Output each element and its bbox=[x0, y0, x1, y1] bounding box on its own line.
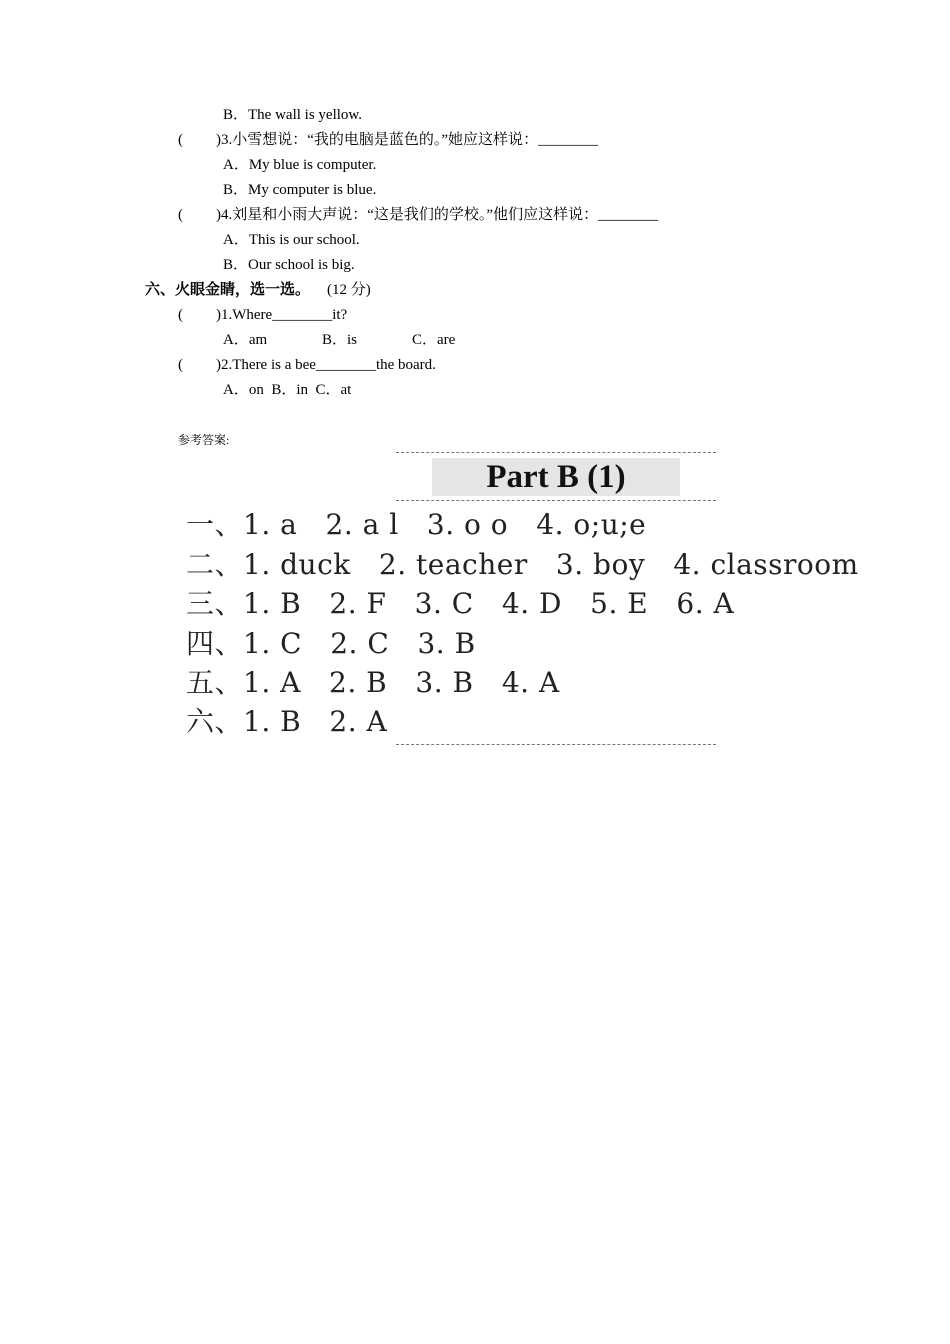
answer-key-image bbox=[182, 448, 859, 748]
answer-line-5: 五、1. A 2. B 3. B 4. A bbox=[186, 666, 560, 699]
bottom-divider bbox=[396, 744, 716, 745]
q4-option-b: B．Our school is big. bbox=[223, 257, 355, 273]
part-title: Part B (1) bbox=[432, 458, 680, 496]
q3-option-b: B．My computer is blue. bbox=[223, 182, 377, 198]
s6-q2-paren: ( bbox=[178, 357, 183, 373]
answer-line-6: 六、1. B 2. A bbox=[186, 705, 388, 738]
q4-text: )4.刘星和小雨大声说：“这是我们的学校。”他们应这样说：________ bbox=[216, 207, 659, 223]
answer-line-3: 三、1. B 2. F 3. C 4. D 5. E 6. A bbox=[186, 587, 735, 620]
s6-q1-option-a: A．am bbox=[223, 332, 268, 348]
answer-key-label: 参考答案: bbox=[178, 433, 230, 447]
s6-q1-text: )1.Where________it? bbox=[216, 307, 348, 323]
s6-q2-text: )2.There is a bee________the board. bbox=[216, 357, 436, 373]
q4-option-a: A．This is our school. bbox=[223, 232, 360, 248]
q3-text: )3.小雪想说：“我的电脑是蓝色的。”她应这样说：________ bbox=[216, 132, 599, 148]
answer-line-2: 二、1. duck 2. teacher 3. boy 4. classroom bbox=[186, 548, 859, 581]
section6-heading: 六、火眼金睛，选一选。 bbox=[145, 282, 311, 298]
top-divider bbox=[396, 452, 716, 453]
s6-q1-option-b: B．is bbox=[322, 332, 358, 348]
q4-paren: ( bbox=[178, 207, 183, 223]
q3-paren: ( bbox=[178, 132, 183, 148]
s6-q2-options: A．on B．in C．at bbox=[223, 382, 352, 398]
s6-q1-option-c: C．are bbox=[412, 332, 456, 348]
q3-option-a: A．My blue is computer. bbox=[223, 157, 377, 173]
answer-line-4: 四、1. C 2. C 3. B bbox=[186, 627, 476, 660]
s6-q1-paren: ( bbox=[178, 307, 183, 323]
answer-line-1: 一、1. a 2. a l 3. o o 4. o;u;e bbox=[186, 508, 647, 541]
q2-option-b: B．The wall is yellow. bbox=[223, 107, 363, 123]
section6-points: (12 分) bbox=[327, 282, 371, 298]
title-divider bbox=[396, 500, 716, 501]
